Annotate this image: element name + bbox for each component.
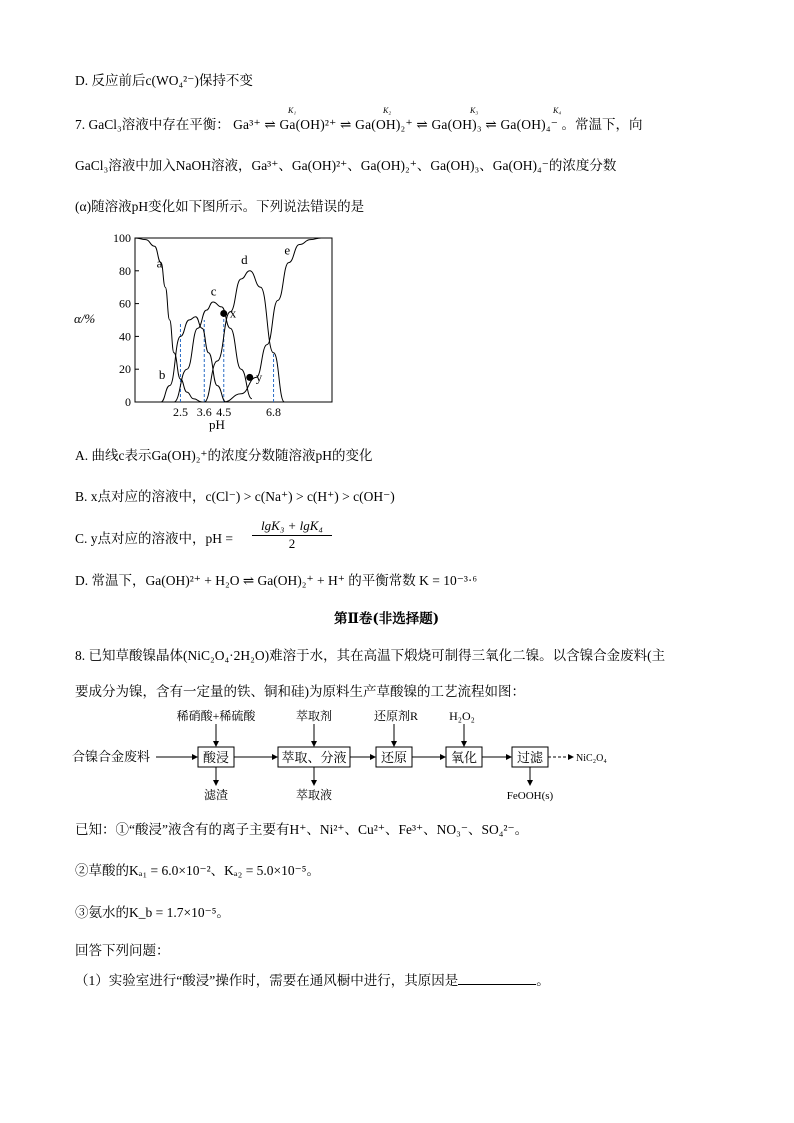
q8-sub1-suffix: 。 [536,973,550,988]
flow-input-2: 萃取剂 [295,709,333,723]
q7-k4-label: K₄ [553,106,562,115]
flow-step-5: 过滤 [516,750,544,765]
point-label-x: x [229,305,237,321]
process-flow-diagram [70,708,650,808]
y-tick-label: 40 [119,329,131,344]
q7-number: 7. [75,117,86,132]
flow-output-3: FeOOH(s) [506,790,554,802]
y-tick-label: 100 [113,231,131,245]
point-x [220,310,227,317]
answer-blank[interactable] [458,972,536,985]
x-tick-label: 6.8 [266,405,282,419]
q7-option-c-prefix: C. y点对应的溶液中，pH = [75,531,233,546]
curve-e [224,238,332,402]
fraction-numerator: lgK₃ + lgK₄ [252,518,332,536]
x-tick-label: 2.5 [172,405,188,419]
flow-output-2: 萃取液 [295,788,333,802]
q8-sub1-prefix: （1）实验室进行“酸浸”操作时，需要在通风橱中进行，其原因是 [75,973,459,988]
flow-step-2: 萃取、分液 [281,750,347,765]
q8-prompt: 回答下列问题： [75,943,170,958]
curve-label-b: b [158,367,166,383]
q6-option-d: D. 反应前后c(WO₄²⁻)保持不变 [75,73,253,88]
q7-k2-label: K₂ [383,106,392,115]
point-y [246,374,253,381]
flow-input-4: H₂O₂ [449,709,475,723]
q7-option-a: A. 曲线c表示Ga(OH)₂⁺的浓度分数随溶液pH的变化 [75,448,373,463]
q7-stem-line2: GaCl₃溶液中加入NaOH溶液，Ga³⁺、Ga(OH)²⁺、Ga(OH)₂⁺、Ga(OH)₃、Ga(OH)₄⁻的浓度分数 [75,158,617,173]
point-label-y: y [255,369,263,385]
q7-stem-line1 [75,115,642,135]
curve-c [174,302,252,402]
guide-dashes [180,313,273,402]
q7-option-c [75,529,233,549]
q8-line2: 要成分为镍，含有一定量的铁、铜和硅)为原料生产草酸镍的工艺流程如图： [75,684,525,699]
flow-start-label: 合镍合金废料 [72,749,151,764]
curve-a [135,238,202,402]
q8-known3: ③氨水的K_b = 1.7×10⁻⁵。 [75,905,230,920]
q7-k1-label: K₁ [288,106,297,115]
x-axis-ticks [173,405,281,419]
q8-known2: ②草酸的Kₐ₁ = 6.0×10⁻²、Kₐ₂ = 5.0×10⁻⁵。 [75,863,321,878]
q7-equilibria: Ga³⁺ ⇌ Ga(OH)²⁺ ⇌ Ga(OH)₂⁺ ⇌ Ga(OH)₃ ⇌ Ga(OH)₄⁻ [233,117,559,132]
flow-output-1: 滤渣 [203,788,229,802]
y-tick-label: 80 [119,263,131,278]
y-tick-label: 60 [119,296,131,311]
curve-b [158,317,226,402]
y-axis-label: α/% [74,311,96,326]
curve-label-d: d [241,252,248,268]
part2-title: 第Ⅱ卷(非选择题) [334,611,440,627]
y-tick-label: 20 [119,362,131,377]
curve-label-c: c [210,283,217,299]
flow-product: NiC₂O₄ [576,753,607,764]
flow-step-3: 还原 [380,750,408,765]
flow-input-3: 还原剂R [373,709,419,723]
x-tick-label: 4.5 [216,405,232,419]
fraction-denominator: 2 [288,536,296,551]
curve-label-a: a [156,255,163,271]
q7-stem-line3: (α)随溶液pH变化如下图所示。下列说法错误的是 [75,199,365,214]
q7-stem-prefix: GaCl₃溶液中存在平衡： [88,117,230,132]
flow-step-4: 氧化 [450,750,478,765]
q8-sub1 [75,971,550,991]
q8-known1: 已知：①“酸浸”液含有的离子主要有H⁺、Ni²⁺、Cu²⁺、Fe³⁺、NO₃⁻、SO₄²⁻。 [75,822,529,837]
x-tick-label: 3.6 [196,405,212,419]
q7-option-d: D. 常温下，Ga(OH)²⁺ + H₂O ⇌ Ga(OH)₂⁺ + H⁺ 的平衡常数 K = 10⁻³·⁶ [75,573,478,588]
flow-step-1: 酸浸 [202,750,230,765]
q8-line1: 8. 已知草酸镍晶体(NiC₂O₄·2H₂O)难溶于水，其在高温下煅烧可制得三氧化二镍。以含镍合金废料(主 [75,648,666,663]
x-axis-label: pH [209,417,225,432]
curve-label-e: e [284,242,291,258]
y-tick-label: 0 [125,395,131,409]
q7-option-b: B. x点对应的溶液中，c(Cl⁻) > c(Na⁺) > c(H⁺) > c(OH⁻) [75,489,395,504]
flow-input-1: 稀硝酸+稀硫酸 [176,709,256,723]
q7-stem-suffix: 。常温下，向 [561,117,643,132]
q7-option-c-fraction [252,518,332,552]
q7-k3-label: K₃ [470,106,479,115]
alpha-ph-chart [70,228,350,436]
